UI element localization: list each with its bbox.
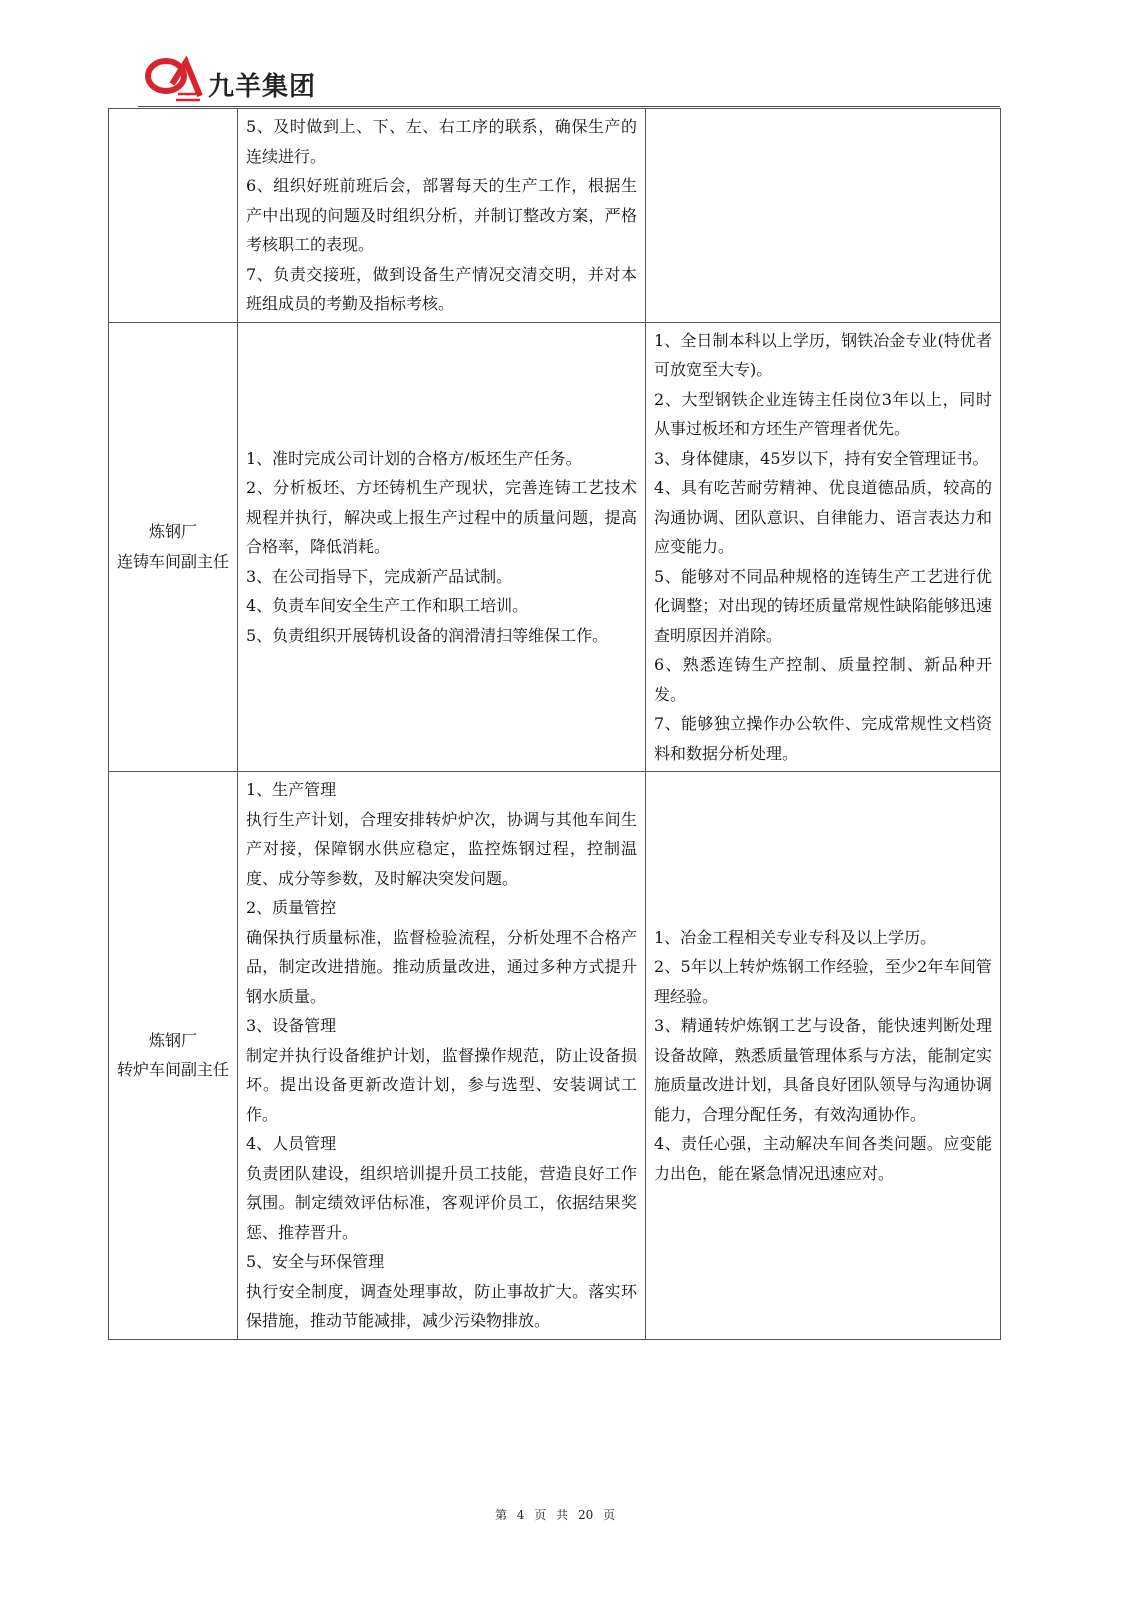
position-cell	[109, 322, 238, 772]
position-cell	[109, 772, 238, 1340]
page-number: 4	[516, 1508, 525, 1522]
jiuyang-logo-icon	[142, 54, 204, 106]
duty-heading: 4、人员管理	[246, 1134, 337, 1153]
requirement-line: 3、身体健康，45岁以下，持有安全管理证书。	[654, 448, 989, 468]
position-title: 转炉车间副主任	[117, 1060, 230, 1080]
duty-heading: 3、设备管理	[246, 1016, 337, 1035]
job-table	[108, 108, 1001, 1340]
duty-heading: 2、质量管控	[246, 898, 337, 917]
requirement-line: 5、能够对不同品种规格的连铸生产工艺进行优化调整；对出现的铸坯质量常规性缺陷能够迅速查明原因并消除。	[654, 566, 992, 645]
table-row	[109, 772, 1001, 1340]
duties-cell	[238, 322, 646, 772]
duty-line: 3、在公司指导下，完成新产品试制。	[246, 566, 513, 586]
total-unit: 页	[603, 1508, 616, 1522]
position-title: 连铸车间副主任	[117, 551, 230, 571]
requirement-line: 3、精通转炉炼钢工艺与设备，能快速判断处理设备故障，熟悉质量管理体系与方法，能制定实施质量改进计划，具备良好团队领导与沟通协调能力，合理分配任务，有效沟通协作。	[654, 1016, 992, 1124]
duty-line: 负责团队建设，组织培训提升员工技能，营造良好工作氛围。制定绩效评估标准，客观评价员工，依据结果奖惩、推荐晋升。	[246, 1163, 637, 1242]
total-pages: 20	[577, 1508, 594, 1522]
requirement-line: 1、冶金工程相关专业专科及以上学历。	[654, 927, 937, 947]
total-prefix: 共	[556, 1508, 569, 1522]
duty-line: 5、负责组织开展铸机设备的润滑清扫等维保工作。	[246, 625, 609, 645]
requirements-cell	[646, 772, 1001, 1340]
duty-line: 制定并执行设备维护计划，监督操作规范，防止设备损坏。提出设备更新改造计划，参与选型、安装调试工作。	[246, 1045, 637, 1124]
duty-heading: 5、安全与环保管理	[246, 1252, 385, 1271]
position-cell	[109, 109, 238, 323]
duty-line: 4、负责车间安全生产工作和职工培训。	[246, 596, 529, 615]
department-label: 炼钢厂	[148, 1030, 197, 1050]
duties-cell	[238, 109, 646, 323]
requirements-cell	[646, 109, 1001, 323]
requirement-line: 4、具有吃苦耐劳精神、优良道德品质，较高的沟通协调、团队意识、自律能力、语言表达力和应变能力。	[654, 478, 992, 556]
duty-line: 6、组织好班前班后会，部署每天的生产工作，根据生产中出现的问题及时组织分析，并制订整改方案，严格考核职工的表现。	[246, 176, 637, 254]
duty-line: 2、分析板坯、方坯铸机生产现状，完善连铸工艺技术规程并执行，解决或上报生产过程中的质量问题，提高合格率，降低消耗。	[246, 478, 637, 556]
table-row	[109, 322, 1001, 772]
company-name: 九羊集团	[208, 72, 317, 102]
duty-heading: 1、生产管理	[246, 780, 337, 799]
page-header	[138, 50, 1000, 108]
duties-cell	[238, 772, 646, 1340]
duty-line: 确保执行质量标准，监督检验流程，分析处理不合格产品，制定改进措施。推动质量改进，通过多种方式提升钢水质量。	[246, 927, 637, 1006]
requirement-line: 2、5年以上转炉炼钢工作经验，至少2年车间管理经验。	[654, 957, 992, 1006]
duty-line: 5、及时做到上、下、左、右工序的联系，确保生产的连续进行。	[246, 117, 637, 166]
requirement-line: 4、责任心强，主动解决车间各类问题。应变能力出色，能在紧急情况迅速应对。	[654, 1134, 992, 1183]
requirement-line: 6、熟悉连铸生产控制、质量控制、新品种开发。	[654, 655, 992, 704]
requirement-line: 1、全日制本科以上学历，钢铁冶金专业(特优者可放宽至大专)。	[654, 330, 992, 379]
department-label: 炼钢厂	[148, 522, 197, 542]
header-divider	[138, 106, 1000, 107]
duty-line: 7、负责交接班，做到设备生产情况交清交明，并对本班组成员的考勤及指标考核。	[246, 264, 637, 313]
page-footer	[0, 1506, 1110, 1523]
requirement-line: 2、大型钢铁企业连铸主任岗位3年以上，同时从事过板坯和方坯生产管理者优先。	[654, 389, 992, 438]
duty-line: 执行安全制度，调查处理事故，防止事故扩大。落实环保措施，推动节能减排，减少污染物排放。	[246, 1281, 637, 1330]
duty-line: 1、准时完成公司计划的合格方/板坯生产任务。	[246, 448, 582, 468]
requirements-cell	[646, 322, 1001, 772]
requirement-line: 7、能够独立操作办公软件、完成常规性文档资料和数据分析处理。	[654, 714, 992, 763]
table-row	[109, 109, 1001, 323]
duty-line: 执行生产计划，合理安排转炉炉次，协调与其他车间生产对接，保障钢水供应稳定，监控炼钢过程，控制温度、成分等参数，及时解决突发问题。	[246, 809, 637, 888]
footer-prefix: 第	[494, 1508, 507, 1522]
page-unit: 页	[534, 1508, 547, 1522]
